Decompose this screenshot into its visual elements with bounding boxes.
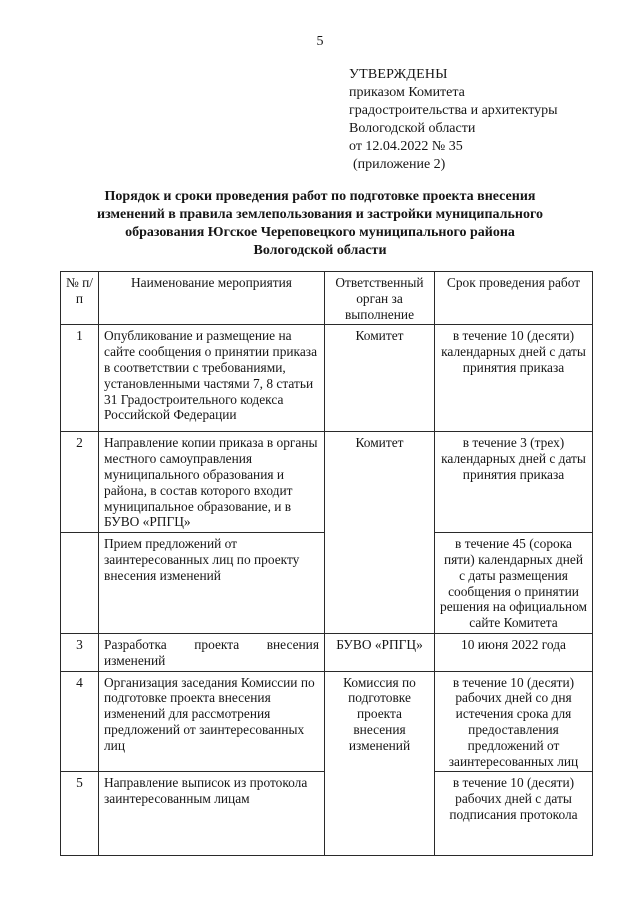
- approval-heading: УТВЕРЖДЕНЫ: [349, 67, 448, 82]
- row-num: 3: [61, 633, 99, 671]
- approval-date: от 12.04.2022 № 35: [349, 139, 463, 154]
- table-row: [61, 671, 593, 772]
- row-num: 1: [61, 325, 99, 432]
- header-num: № п/п: [61, 272, 99, 325]
- schedule-table: [60, 271, 593, 856]
- row-deadline: в течение 10 (десяти) рабочих дней со дня истечения срока для предоставления предложений от заинтересованных лиц: [435, 671, 593, 772]
- title-line: образования Югское Череповецкого муниципального района: [125, 225, 515, 240]
- row-responsible: Комитет: [325, 432, 435, 634]
- approval-line: Вологодской области: [349, 121, 476, 136]
- header-name: Наименование мероприятия: [99, 272, 325, 325]
- header-deadline: Срок проведения работ: [435, 272, 593, 325]
- table-row: [61, 325, 593, 432]
- title-line: Порядок и сроки проведения работ по подготовке проекта внесения: [104, 189, 536, 204]
- row-name: Опубликование и размещение на сайте сообщения о принятии приказа в соответствии с требованиями, установленными частями 7, 8 статьи 31 Градостроительного кодекса Российской Федерации: [99, 325, 325, 432]
- approval-appendix: (приложение 2): [353, 157, 446, 172]
- row-deadline: в течение 10 (десяти) рабочих дней с даты подписания протокола: [435, 772, 593, 856]
- row-name: Направление копии приказа в органы местного самоуправления муниципального образования и района, в состав которого входит муниципальное образование, и в БУВО «РПГЦ»: [99, 432, 325, 533]
- table-row: [61, 432, 593, 533]
- row-responsible: БУВО «РПГЦ»: [325, 633, 435, 671]
- page-number: 5: [316, 34, 324, 49]
- title-line: изменений в правила землепользования и застройки муниципального: [97, 207, 543, 222]
- header-responsible: Ответственный орган за выполнение: [325, 272, 435, 325]
- row-name: Разработка проекта внесения изменений: [99, 633, 325, 671]
- approval-line: приказом Комитета: [349, 85, 465, 100]
- approval-stamp: [343, 66, 558, 174]
- row-num: 4: [61, 671, 99, 772]
- approval-line: градостроительства и архитектуры: [349, 103, 558, 118]
- row-name: Прием предложений от заинтересованных лиц по проекту внесения изменений: [99, 533, 325, 634]
- row-name: Направление выписок из протокола заинтересованным лицам: [99, 772, 325, 856]
- title-line: Вологодской области: [253, 243, 387, 258]
- row-deadline: в течение 10 (десяти) календарных дней с даты принятия приказа: [435, 325, 593, 432]
- row-deadline: 10 июня 2022 года: [435, 633, 593, 671]
- row-deadline: в течение 3 (трех) календарных дней с даты принятия приказа: [435, 432, 593, 533]
- row-responsible: Комиссия по подготовке проекта внесения изменений: [325, 671, 435, 856]
- row-responsible: Комитет: [325, 325, 435, 432]
- document-title: [60, 188, 580, 260]
- row-num: [61, 533, 99, 634]
- row-num: 2: [61, 432, 99, 533]
- row-num: 5: [61, 772, 99, 856]
- row-deadline: в течение 45 (сорока пяти) календарных дней с даты размещения сообщения о принятии решения на официальном сайте Комитета: [435, 533, 593, 634]
- row-name: Организация заседания Комиссии по подготовке проекта внесения изменений для рассмотрения предложений от заинтересованных лиц: [99, 671, 325, 772]
- table-header-row: [61, 272, 593, 325]
- table-row: [61, 633, 593, 671]
